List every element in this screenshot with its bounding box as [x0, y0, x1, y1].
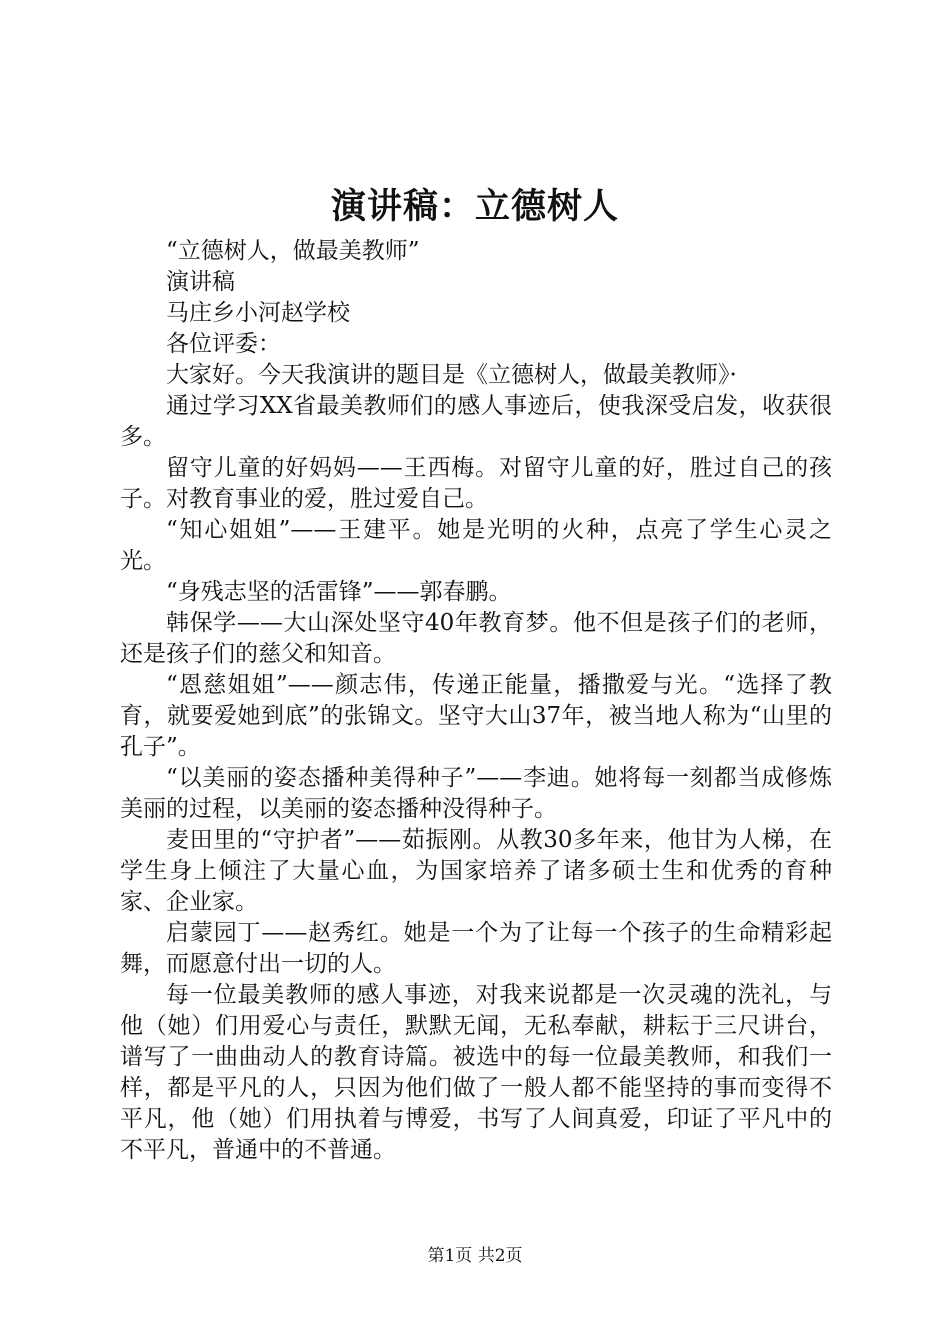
paragraph: “以美丽的姿态播种美得种子”——李迪。她将每一刻都当成修炼美丽的过程，以美丽的姿态播种没得种子。 — [120, 765, 832, 822]
speech-subtitle: “立德树人，做最美教师” — [166, 238, 420, 264]
paragraph: 每一位最美教师的感人事迹，对我来说都是一次灵魂的洗礼，与他（她）们用爱心与责任，默默无闻，无私奉献，耕耘于三尺讲台，谱写了一曲曲动人的教育诗篇。被选中的每一位最美教师，和我们一样，都是平凡的人，只因为他们做了一般人都不能坚持的事而变得不平凡，他（她）们用执着与博爱，书写了人间真爱，印证了平凡中的不平凡，普通中的不普通。 — [120, 982, 832, 1163]
document-body — [120, 236, 832, 1166]
school-name: 马庄乡小河赵学校 — [166, 300, 350, 326]
paragraph: 通过学习XX省最美教师们的感人事迹后，使我深受启发，收获很多。 — [120, 393, 832, 450]
document-title: 演讲稿：立德树人 — [330, 186, 619, 227]
paragraph: 大家好。今天我演讲的题目是《立德树人，做最美教师》· — [166, 362, 737, 388]
salutation: 各位评委： — [166, 331, 281, 357]
paragraph: “恩慈姐姐”——颜志伟，传递正能量，播撒爱与光。“选择了教育，就要爱她到底”的张锦文。坚守大山37年，被当地人称为“山里的孔子”。 — [120, 672, 832, 760]
paragraph: 韩保学——大山深处坚守40年教育梦。他不但是孩子们的老师，还是孩子们的慈父和知音。 — [120, 610, 832, 667]
paragraph: 麦田里的“守护者”——茹振刚。从教30多年来，他甘为人梯，在学生身上倾注了大量心血，为国家培养了诸多硕士生和优秀的育种家、企业家。 — [120, 827, 832, 915]
paragraph: “身残志坚的活雷锋”——郭春鹏。 — [166, 579, 512, 605]
paragraph: 启蒙园丁——赵秀红。她是一个为了让每一个孩子的生命精彩起舞，而愿意付出一切的人。 — [120, 920, 832, 977]
paragraph: “知心姐姐”——王建平。她是光明的火种，点亮了学生心灵之光。 — [120, 517, 832, 574]
paragraph: 留守儿童的好妈妈——王西梅。对留守儿童的好，胜过自己的孩子。对教育事业的爱，胜过爱自己。 — [120, 455, 832, 512]
speech-label: 演讲稿 — [166, 269, 235, 295]
page-number: 第1页 共2页 — [427, 1246, 523, 1266]
